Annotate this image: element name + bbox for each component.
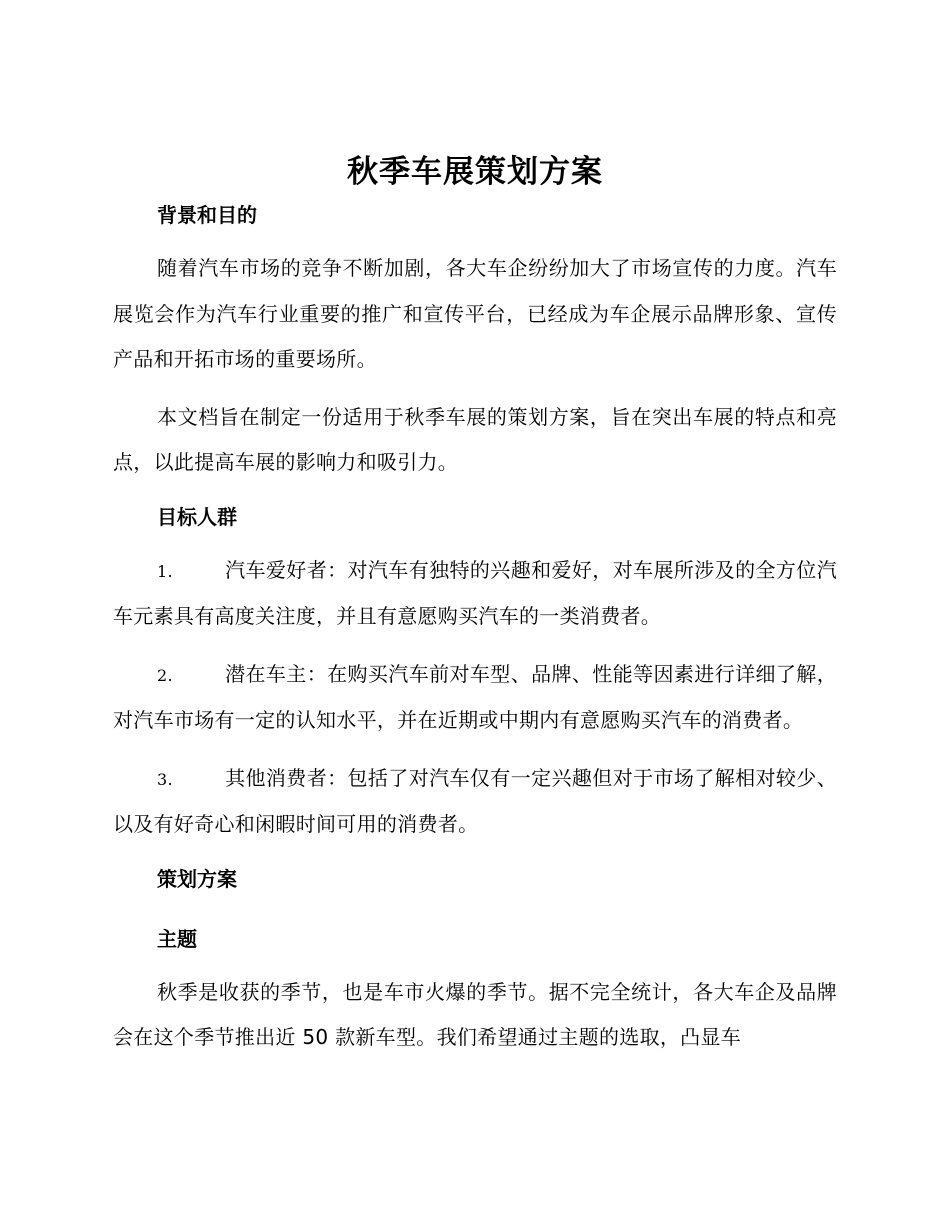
list-item-number: 3. [157,769,173,789]
list-item-number: 2. [157,665,173,685]
section-heading-plan: 策划方案 [157,866,237,891]
list-item [113,756,837,848]
list-item [113,652,837,744]
section-heading-audience: 目标人群 [157,504,237,529]
document-title: 秋季车展策划方案 [347,154,603,190]
list-item [113,548,837,640]
list-item-text: 其他消费者：包括了对汽车仅有一定兴趣但对于市场了解相对较少、以及有好奇心和闲暇时间可用的消费者。 [113,765,837,836]
paragraph-background-1: 随着汽车市场的竞争不断加剧，各大车企纷纷加大了市场宣传的力度。汽车展览会作为汽车行业重要的推广和宣传平台，已经成为车企展示品牌形象、宣传产品和开拓市场的重要场所。 [113,256,837,371]
list-item-text: 汽车爱好者：对汽车有独特的兴趣和爱好，对车展所涉及的全方位汽车元素具有高度关注度，并且有意愿购买汽车的一类消费者。 [113,557,837,628]
section-heading-theme: 主题 [157,926,197,951]
paragraph-background-2: 本文档旨在制定一份适用于秋季车展的策划方案，旨在突出车展的特点和亮点，以此提高车展的影响力和吸引力。 [113,404,837,474]
document-page [113,150,837,1061]
paragraph-theme-1: 秋季是收获的季节，也是车市火爆的季节。据不完全统计，各大车企及品牌会在这个季节推出近 50 款新车型。我们希望通过主题的选取，凸显车 [113,979,837,1049]
section-heading-background: 背景和目的 [157,203,257,227]
list-item-text: 潜在车主：在购买汽车前对车型、品牌、性能等因素进行详细了解，对汽车市场有一定的认知水平，并在近期或中期内有意愿购买汽车的消费者。 [113,661,837,732]
list-item-number: 1. [157,561,173,581]
